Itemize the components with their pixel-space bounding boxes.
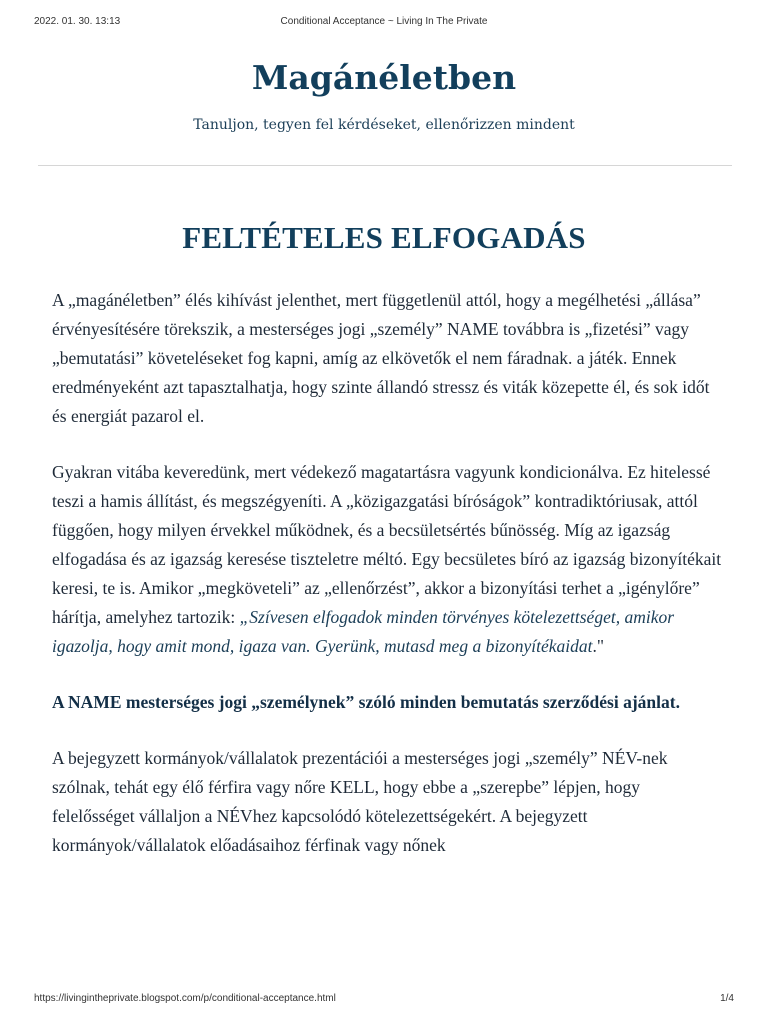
print-datetime: 2022. 01. 30. 13:13 <box>34 16 121 27</box>
print-header <box>0 16 768 32</box>
article-paragraph <box>52 458 724 661</box>
site-tagline: Tanuljon, tegyen fel kérdéseket, ellenőrizzen mindent <box>193 117 575 133</box>
page-number: 1/4 <box>720 993 734 1004</box>
print-footer <box>0 993 768 1009</box>
header-divider <box>38 165 732 166</box>
site-title-link[interactable]: Magánéletben <box>251 58 517 97</box>
article-paragraph: A bejegyzett kormányok/vállalatok prezentációi a mesterséges jogi „személy” NÉV-nek szólnak, tehát egy élő férfira vagy nőre KELL, hogy ebbe a „szerepbe” lépjen, hogy felelősséget vállaljon a NÉVhez kapcsolódó kötelezettségekért. A bejegyzett kormányok/vállalatok előadásaihoz férfinak vagy nőnek <box>52 748 668 855</box>
quote-closing: ." <box>592 636 605 656</box>
paragraph-text: Gyakran vitába keveredünk, mert védekező magatartásra vagyunk kondicionálva. Ez hitelessé teszi a hamis állítást, és megszégyeníti. A „közigazgatási bíróságok” kontradiktóriusak, attól függően, hogy milyen érvekkel működnek, és a becsületsértés bűnösség. Míg az igazság elfogadása és az igazság keresése tiszteletre méltó. Egy becsületes bíró az igazság bizonyítékait keresi, te is. Amikor „megköveteli” az „ellenőrzést”, akkor a bizonyítási terhet a „igénylőre” hárítja, amelyhez tartozik: <box>52 462 722 627</box>
emphasized-quote: „Szívesen elfogadok minden törvényes kötelezettséget, amikor igazolja, hogy amit mond, igaza van. Gyerünk, mutasd meg a bizonyítékaidat <box>52 607 675 656</box>
article-paragraph: A „magánéletben” élés kihívást jelenthet, mert függetlenül attól, hogy a megélhetési „állása” érvényesítésére törekszik, a mesterséges jogi „személy” NAME továbbra is „fizetési” vagy „bemutatási” követeléseket fog kapni, amíg az elkövetők el nem fáradnak. a játék. Ennek eredményeként azt tapasztalhatja, hogy szinte állandó stressz és viták közepette él, és sok időt és energiát pazarol el. <box>52 290 710 426</box>
print-url: https://livingintheprivate.blogspot.com/p/conditional-acceptance.html <box>34 993 336 1004</box>
lead-statement: A NAME mesterséges jogi „személynek” szóló minden bemutatás szerződési ajánlat. <box>52 692 680 712</box>
print-document-title: Conditional Acceptance ~ Living In The Private <box>280 16 488 27</box>
article-title: FELTÉTELES ELFOGADÁS <box>182 220 586 255</box>
article-body <box>52 286 724 887</box>
